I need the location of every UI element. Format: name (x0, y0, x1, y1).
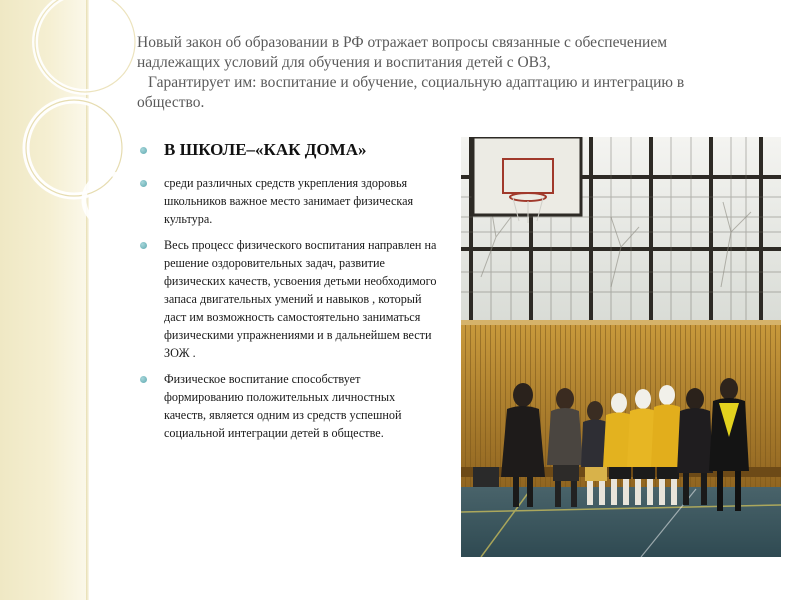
bullet-marker-icon (140, 147, 147, 154)
title-line-1: Новый закон об образовании в РФ отражает вопросы связанные с обеспечением (137, 34, 668, 51)
title-line-4: общество. (137, 94, 205, 111)
title-line-2: надлежащих условий для обучения и воспитания детей с ОВЗ, (137, 54, 551, 71)
bullet-marker-icon (140, 242, 147, 249)
bullet-heading-text: В ШКОЛЕ–«КАК ДОМА» (164, 140, 367, 159)
bullet-item-2-text: Весь процесс физического воспитания направлен на решение оздоровительных задач, развитие физических качеств, усвоения детьми необходимого запаса двигательных умений и навыков , который даст им возможность самостоятельно заниматься физическими упражнениями и в дальнейшем вести ЗОЖ . (164, 238, 437, 360)
decorative-rings (0, 0, 140, 260)
bullet-item-3-text: Физическое воспитание способствует формированию положительных личностных качеств, является одним из средств успешной социальной интеграции детей в обществе. (164, 372, 402, 440)
bullet-item-1 (138, 174, 438, 228)
bullet-list (138, 138, 438, 450)
gym-photo (461, 137, 781, 557)
bullet-marker-icon (140, 180, 147, 187)
bullet-item-3 (138, 370, 438, 442)
bullet-heading (138, 138, 438, 162)
gym-photo-illustration (461, 137, 781, 557)
bullet-marker-icon (140, 376, 147, 383)
title-line-3: Гарантирует им: воспитание и обучение, социальную адаптацию и интеграцию в (148, 74, 685, 91)
bullet-item-1-text: среди различных средств укрепления здоровья школьников важное место занимает физическая культура. (164, 176, 414, 226)
bullet-item-2 (138, 236, 438, 362)
slide-title (134, 33, 774, 113)
